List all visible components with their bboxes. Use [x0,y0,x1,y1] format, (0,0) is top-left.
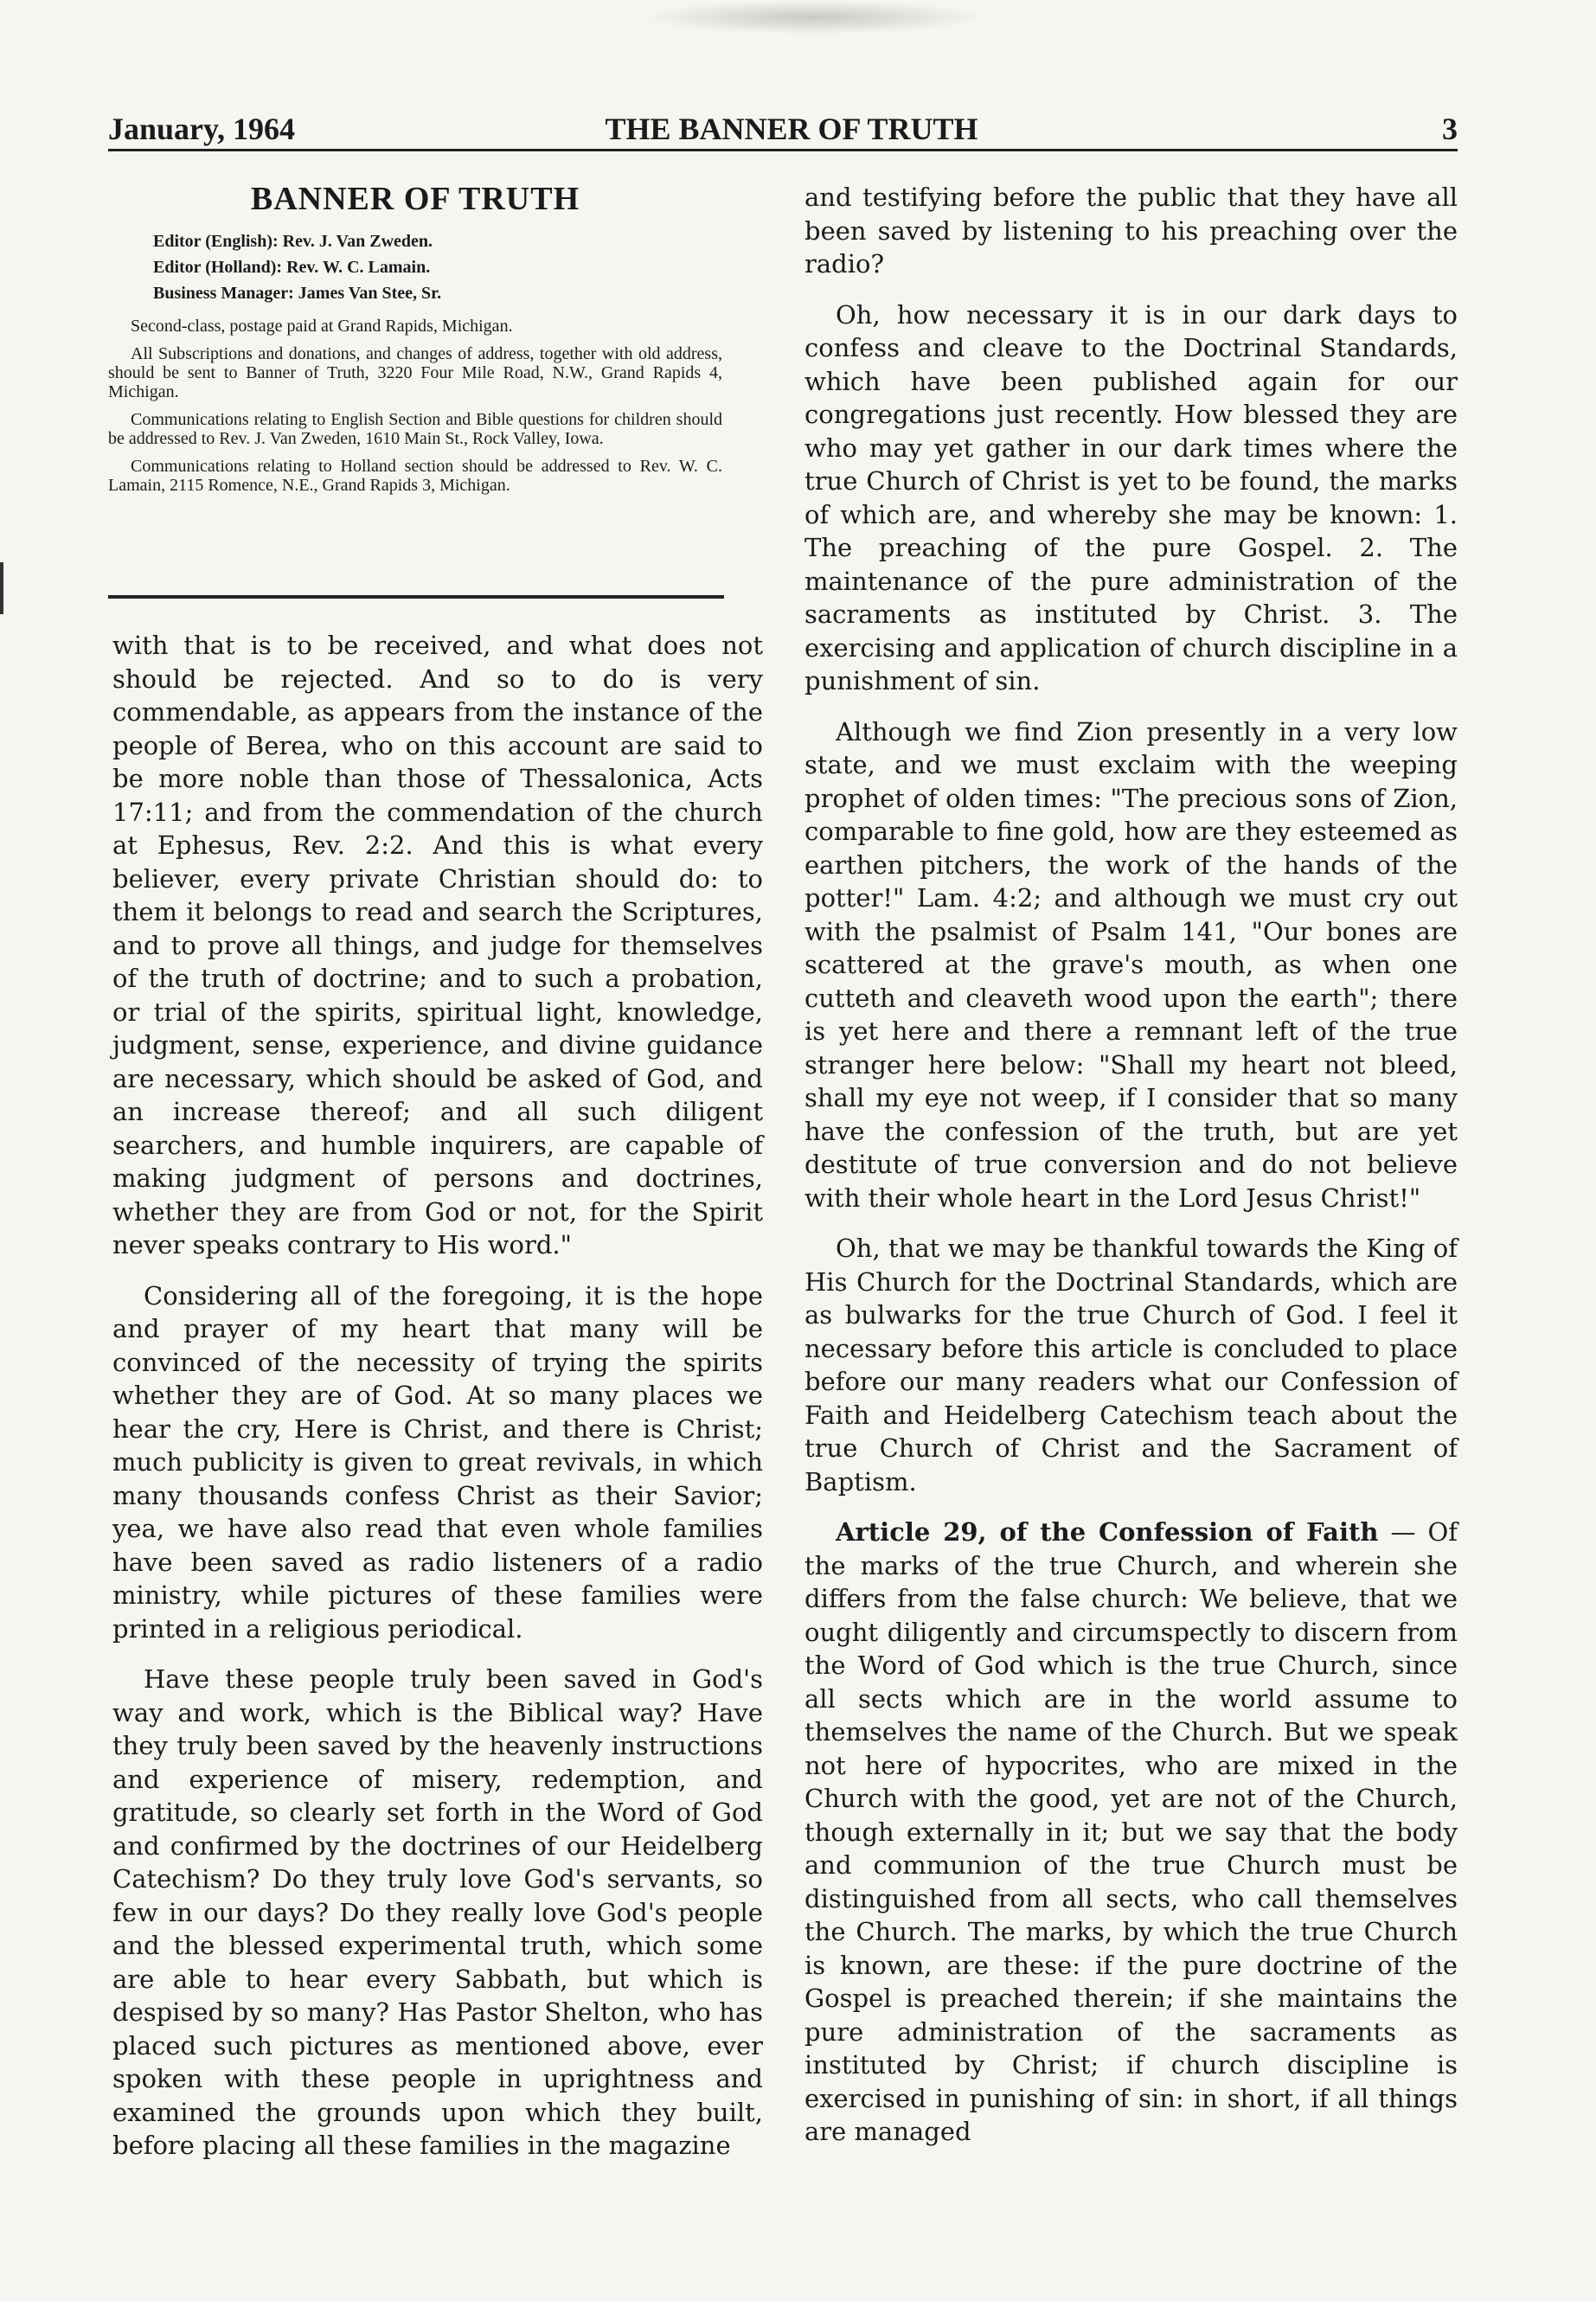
masthead-rule [108,595,724,599]
paragraph: Oh, how necessary it is in our dark days to confess and cleave to the Doctrinal Standards, which have been published again for our congregations just recently. How blessed they are who may yet gather in our dark times where the true Church of Christ is yet to be found, the marks of which are, and whereby she may be known: 1. The preaching of the pure Gospel. 2. The maintenance of the pure administration of the sacraments as instituted by Christ. 3. The exercising and application of church discipline in a punishment of sin. [804,299,1458,695]
paragraph: Considering all of the foregoing, it is the hope and prayer of my heart that many will be convinced of the necessity of trying the spirits whether they are of God. At so many places we hear the cry, Here is Christ, and there is Christ; much publicity is given to great revivals, in which many thousands confess Christ as their Savior; yea, we have also read that even whole families have been saved as radio listeners of a radio ministry, while pictures of these families were printed in a religious periodical. [112,1280,763,1644]
article-text: — Of the marks of the true Church, and wherein she differs from the false church: We believe, that we ought diligently and circumspectly to discern from the Word of God which is the true Church, since all sects which are in the world assume to themselves the name of the Church. But we speak not here of hypocrites, who are mixed in the Church with the good, yet are not of the Church, though externally in it; but we say that the body and communion of the true Church must be distinguished from all sects, who call themselves the Church. The marks, by which the true Church is known, are these: if the pure doctrine of the Gospel is preached therein; if she maintains the pure administration of the sacraments as instituted by Christ; if church discipline is exercised in punishing of sin: in short, if all things are managed [804,1517,1458,2146]
article-heading: Article 29, of the Confession of Faith [836,1517,1379,1547]
paragraph: Oh, that we may be thankful towards the King of His Church for the Doctrinal Standards, which are as bulwarks for the true Church of God. I feel it necessary before this article is concluded to place before our many readers what our Confession of Faith and Heidelberg Catechism teach about the true Church of Christ and the Sacrament of Baptism. [804,1234,1458,1497]
left-column [112,629,763,2163]
header-title: THE BANNER OF TRUTH [605,112,978,146]
staff-line: Business Manager: James Van Stee, Sr. [153,284,442,303]
header-rule [108,149,1458,151]
postage-notice: Second-class, postage paid at Grand Rapids, Michigan. [131,317,513,336]
article-paragraph [804,1516,1458,2149]
header-date: January, 1964 [108,112,296,146]
scan-smudge [640,0,986,35]
scan-edge-mark [0,562,3,614]
paragraph: Have these people truly been saved in God's way and work, which is the Biblical way? Have they truly been saved by the heavenly instructions and experience of misery, redemption, and gratitude, so clearly set forth in the Word of God and confirmed by the doctrines of our Heidelberg Catechism? Do they truly love God's servants, so few in our days? Do they really love God's people and the blessed experimental truth, which some are able to hear every Sabbath, but which is despised by so many? Has Pastor Shelton, who has placed such pictures as mentioned above, ever spoken with these people in uprightness and examined the grounds upon which they built, before placing all these families in the magazine [112,1664,763,2160]
paragraph: with that is to be received, and what does not should be rejected. And so to do is very commendable, as appears from the instance of the people of Berea, who on this account are said to be more noble than those of Thessalonica, Acts 17:11; and from the commendation of the church at Ephesus, Rev. 2:2. And this is what every believer, every private Christian should do: to them it belongs to read and search the Scriptures, and to prove all things, and judge for themselves of the truth of doctrine; and to such a probation, or trial of the spirits, spiritual light, knowledge, judgment, sense, experience, and divine guidance are necessary, which should be asked of God, and an increase thereof; and all such diligent searchers, and humble inquirers, are capable of making judgment of persons and doctrines, whether they are from God or not, for the Spirit never speaks contrary to His word." [112,631,763,1259]
english-section-notice: Communications relating to English Section and Bible questions for children should be addressed to Rev. J. Van Zweden, 1610 Main St., Rock Valley, Iowa. [108,410,722,448]
subscription-notice: All Subscriptions and donations, and changes of address, together with old address, should be sent to Banner of Truth, 3220 Four Mile Road, N.W., Grand Rapids 4, Michigan. [108,344,722,401]
holland-section-notice: Communications relating to Holland section should be addressed to Rev. W. C. Lamain, 2115 Romence, N.E., Grand Rapids 3, Michigan. [108,457,722,495]
staff-line: Editor (English): Rev. J. Van Zweden. [153,232,433,251]
running-header [108,111,1458,154]
staff-line: Editor (Holland): Rev. W. C. Lamain. [153,258,431,277]
masthead-title: BANNER OF TRUTH [250,181,580,217]
right-column [804,181,1458,2149]
masthead [108,180,722,495]
paragraph: and testifying before the public that they have all been saved by listening to his preaching over the radio? [804,183,1458,279]
paragraph: Although we find Zion presently in a very low state, and we must exclaim with the weeping prophet of olden times: "The precious sons of Zion, comparable to fine gold, how are they esteemed as earthen pitchers, the work of the hands of the potter!" Lam. 4:2; and although we must cry out with the psalmist of Psalm 141, "Our bones are scattered at the grave's mouth, as when one cutteth and cleaveth wood upon the earth"; there is yet here and there a remnant left of the true stranger here below: "Shall my heart not bleed, shall my eye not weep, if I consider that so many have the confession of the truth, but are yet destitute of true conversion and do not believe with their whole heart in the Lord Jesus Christ!" [804,716,1458,1213]
page-number: 3 [1442,112,1458,146]
